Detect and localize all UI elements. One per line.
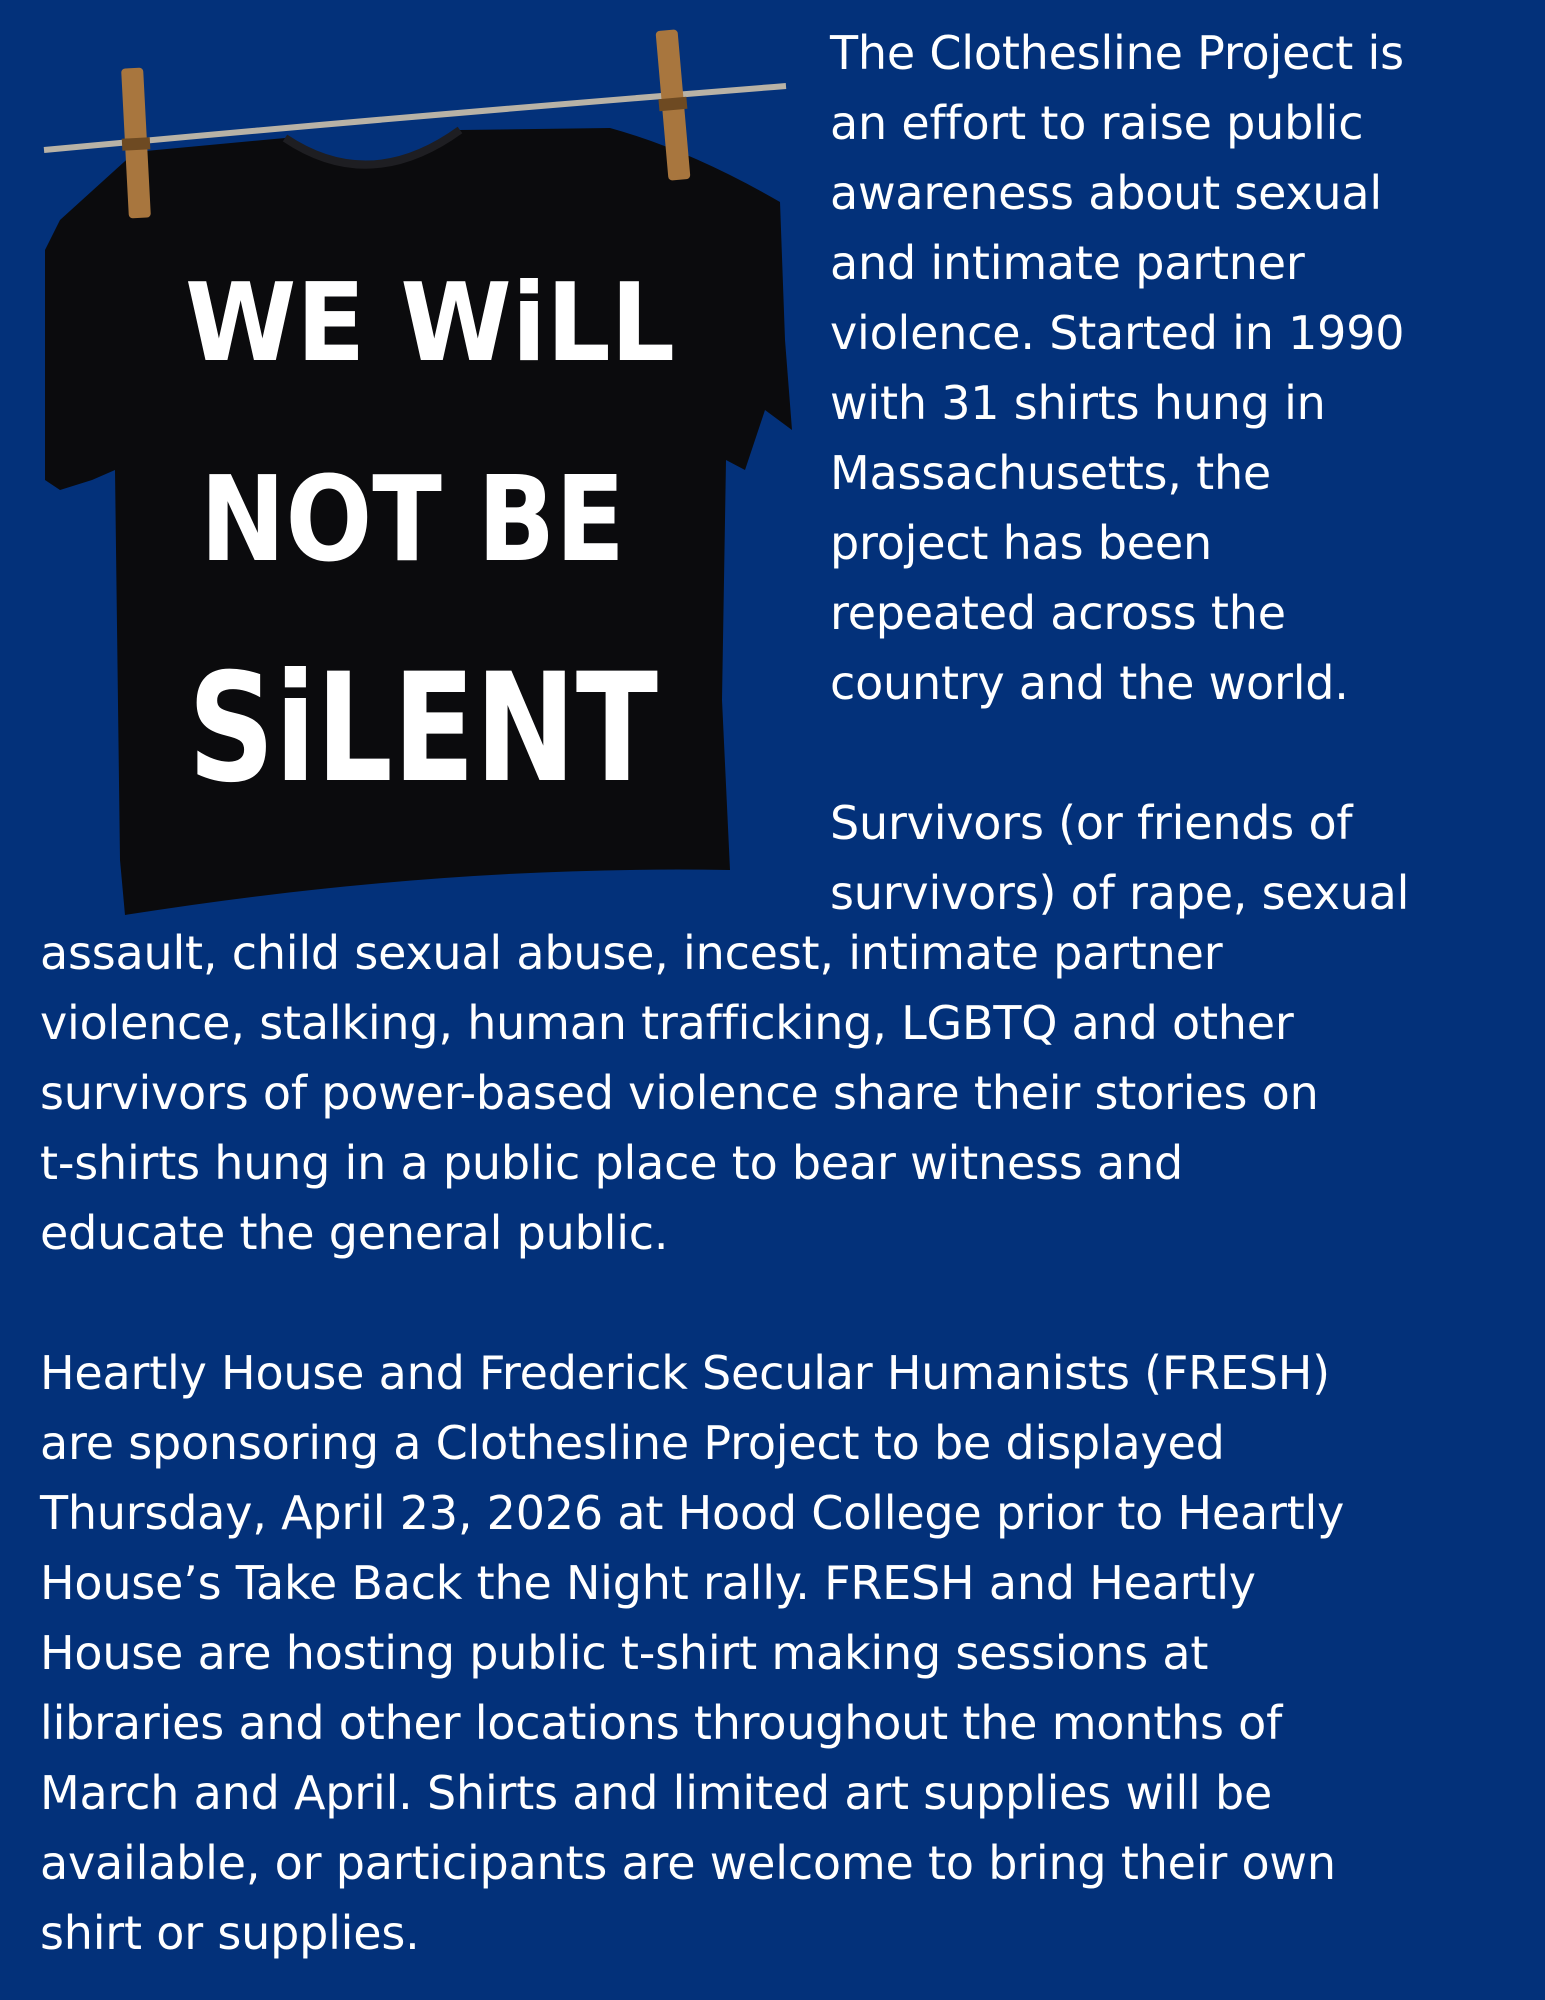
survivors-text-continuation: assault, child sexual abuse, incest, intimate partner violence, stalking, human trafficking, LGBTQ and other survivors of power-based violence share their stories on t-shirts hung in a public place to bear witness and educate the general public. xyxy=(40,926,1319,1260)
intro-text: The Clothesline Project is an effort to raise public awareness about sexual and intimate partner violence. Started in 1990 with 31 shirts hung in Massachusetts, the project has been repeated across the country and the world. xyxy=(830,26,1405,710)
shirt-slogan-line-2: NOT BE xyxy=(200,450,625,588)
sponsor-text: Heartly House and Frederick Secular Humanists (FRESH) are sponsoring a Clothesline Project to be displayed Thursday, April 23, 2026 at Hood College prior to Heartly House’s Take Back the Night rally. FRESH and Heartly House are hosting public t-shirt making sessions at libraries and other locations throughout the months of March and April. Shirts and limited art supplies will be available, or participants are welcome to bring their own shirt or supplies. xyxy=(40,1346,1345,1960)
sponsor-paragraph xyxy=(40,1338,1520,1968)
clothesline-shirt-image xyxy=(40,20,800,920)
shirt-slogan-line-3: SiLENT xyxy=(188,642,658,816)
shirt-slogan-line-1: WE WiLL xyxy=(185,261,675,386)
survivors-paragraph-start xyxy=(830,788,1530,928)
survivors-paragraph-continuation xyxy=(40,918,1520,1268)
intro-paragraph xyxy=(830,18,1530,718)
survivors-text-start: Survivors (or friends of survivors) of rape, sexual xyxy=(830,796,1410,920)
